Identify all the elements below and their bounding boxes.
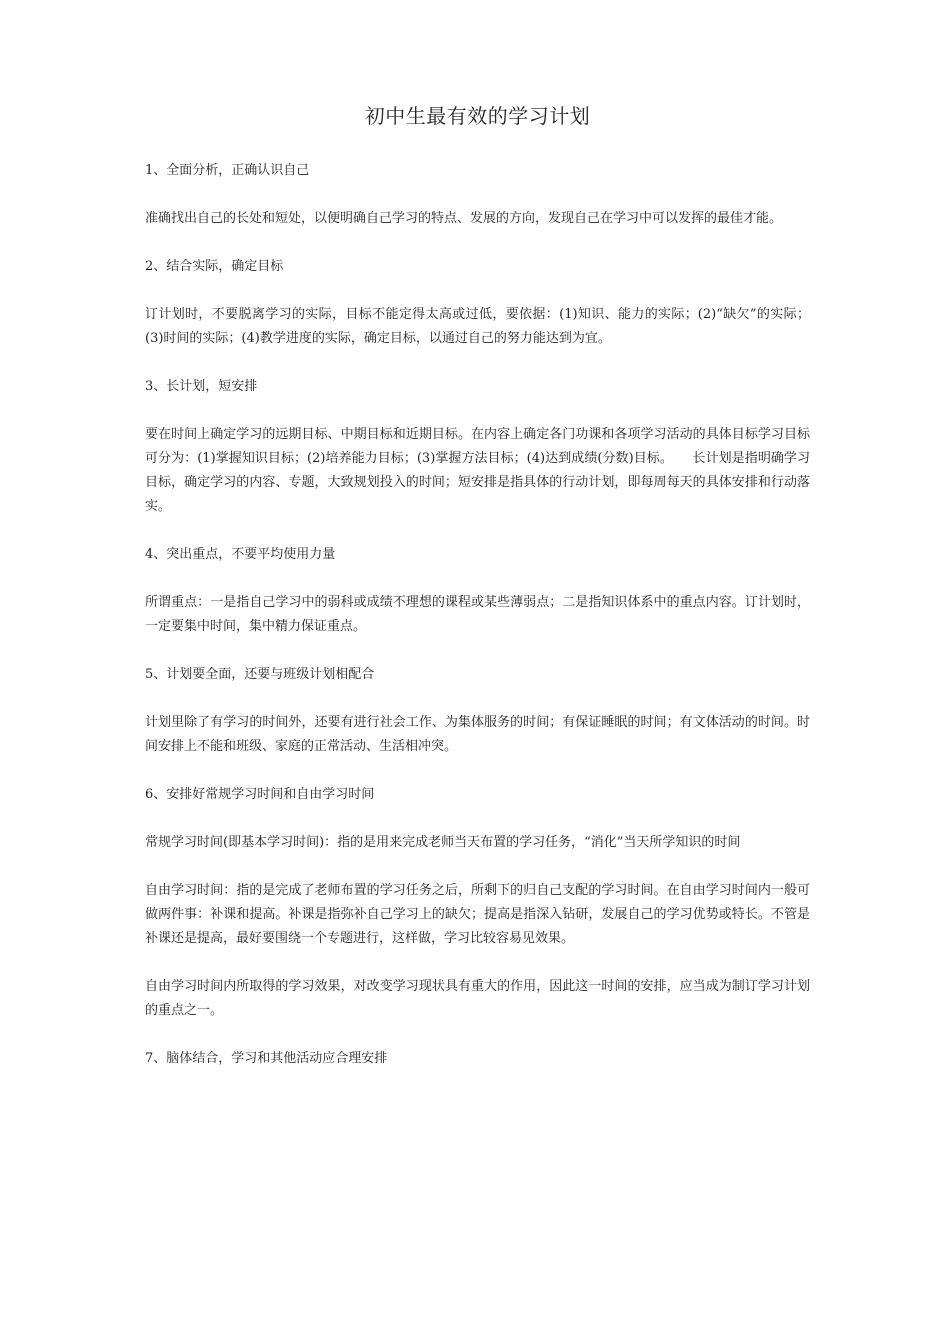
section-paragraph: 自由学习时间内所取得的学习效果，对改变学习现状具有重大的作用，因此这一时间的安排，应当成为制订学习计划的重点之一。 <box>145 979 810 1018</box>
section-heading-6: 6、安排好常规学习时间和自由学习时间 <box>145 787 375 802</box>
section-paragraph: 常规学习时间(即基本学习时间)：指的是用来完成老师当天布置的学习任务，“消化”当天所学知识的时间 <box>145 835 741 850</box>
section-heading-7: 7、脑体结合，学习和其他活动应合理安排 <box>145 1051 388 1066</box>
section-heading-2: 2、结合实际，确定目标 <box>145 259 284 274</box>
section-paragraph: 要在时间上确定学习的远期目标、中期目标和近期目标。在内容上确定各门功课和各项学习活动的具体目标学习目标可分为：(1)掌握知识目标；(2)培养能力目标；(3)掌握方法目标；(4)达到成绩(分数)目标。 长计划是指明确学习目标，确定学习的内容、专题，大致规划投入的时间；短安排是指具体的行动计划，即每周每天的具体安排和行动落实。 <box>145 427 810 514</box>
section-paragraph: 准确找出自己的长处和短处，以便明确自己学习的特点、发展的方向，发现自己在学习中可以发挥的最佳才能。 <box>145 211 783 226</box>
section-paragraph: 所谓重点：一是指自己学习中的弱科或成绩不理想的课程或某些薄弱点；二是指知识体系中的重点内容。订计划时，一定要集中时间，集中精力保证重点。 <box>145 595 810 634</box>
section-heading-4: 4、突出重点，不要平均使用力量 <box>145 547 336 562</box>
section-heading-3: 3、长计划，短安排 <box>145 379 258 394</box>
section-paragraph: 自由学习时间：指的是完成了老师布置的学习任务之后，所剩下的归自己支配的学习时间。在自由学习时间内一般可做两件事：补课和提高。补课是指弥补自己学习上的缺欠；提高是指深入钻研，发展自己的学习优势或特长。不管是补课还是提高，最好要围绕一个专题进行，这样做，学习比较容易见效果。 <box>145 883 810 946</box>
document-title: 初中生最有效的学习计划 <box>364 104 591 128</box>
section-paragraph: 订计划时，不要脱离学习的实际，目标不能定得太高或过低，要依据：(1)知识、能力的实际；(2)“缺欠”的实际；(3)时间的实际；(4)教学进度的实际，确定目标，以通过自己的努力能达到为宜。 <box>145 307 810 346</box>
document-content <box>145 103 810 1095</box>
section-heading-1: 1、全面分析，正确认识自己 <box>145 163 310 178</box>
section-heading-5: 5、计划要全面，还要与班级计划相配合 <box>145 667 375 682</box>
section-paragraph: 计划里除了有学习的时间外，还要有进行社会工作、为集体服务的时间；有保证睡眠的时间；有文体活动的时间。时间安排上不能和班级、家庭的正常活动、生活相冲突。 <box>145 715 810 754</box>
